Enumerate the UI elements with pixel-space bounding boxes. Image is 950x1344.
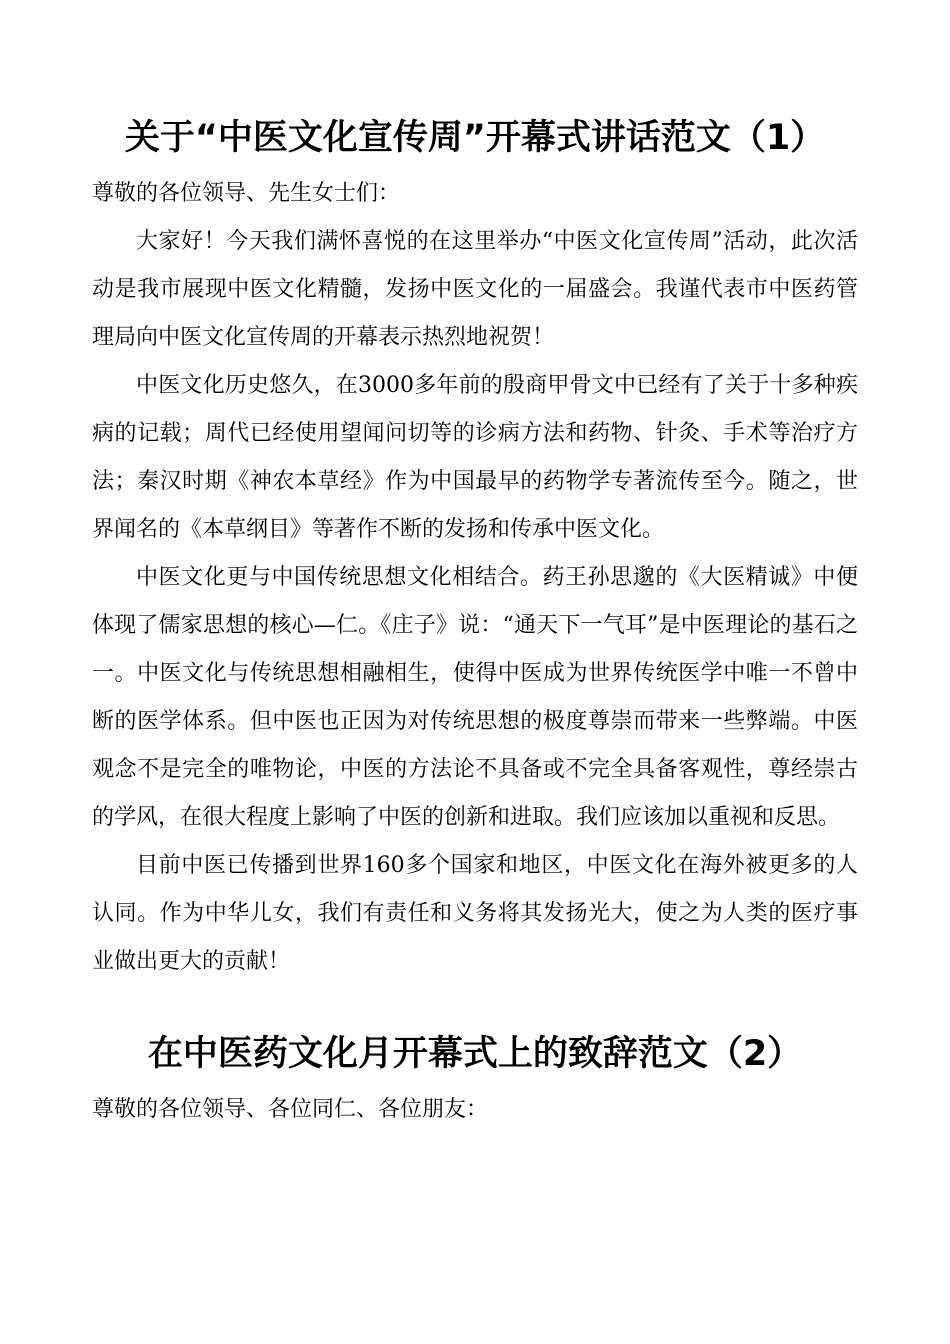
section-1-paragraph-4: 目前中医已传播到世界160多个国家和地区，中医文化在海外被更多的人认同。作为中华儿女，我们有责任和义务将其发扬光大，使之为人类的医疗事业做出更大的贡献！: [92, 853, 858, 974]
section-1-paragraph-1: 大家好！今天我们满怀喜悦的在这里举办“中医文化宣传周”活动，此次活动是我市展现中医文化精髓，发扬中医文化的一届盛会。我谨代表市中医药管理局向中医文化宣传周的开幕表示热烈地祝贺！: [92, 229, 858, 350]
document-page: [92, 112, 858, 1134]
section-2-salutation: 尊敬的各位领导、各位同仁、各位朋友：: [92, 1097, 489, 1122]
section-1-salutation: 尊敬的各位领导、先生女士们：: [92, 181, 401, 206]
section-1-paragraph-2: 中医文化历史悠久，在3000多年前的殷商甲骨文中已经有了关于十多种疾病的记载；周代已经使用望闻问切等的诊病方法和药物、针灸、手术等治疗方法；秦汉时期《神农本草经》作为中国最早的药物学专著流传至今。随之，世界闻名的《本草纲目》等著作不断的发扬和传承中医文化。: [92, 373, 858, 542]
section-2-title: 在中医药文化月开幕式上的致辞范文（2）: [147, 1034, 803, 1074]
section-1-title: 关于“中医文化宣传周”开幕式讲话范文（1）: [124, 118, 826, 158]
section-1-paragraph-3: 中医文化更与中国传统思想文化相结合。药王孙思邈的《大医精诚》中便体现了儒家思想的核心—仁。《庄子》说：“通天下一气耳”是中医理论的基石之一。中医文化与传统思想相融相生，使得中医成为世界传统医学中唯一不曾中断的医学体系。但中医也正因为对传统思想的极度尊崇而带来一些弊端。中医观念不是完全的唯物论，中医的方法论不具备或不完全具备客观性，尊经崇古的学风，在很大程度上影响了中医的创新和进取。我们应该加以重视和反思。: [92, 565, 858, 830]
